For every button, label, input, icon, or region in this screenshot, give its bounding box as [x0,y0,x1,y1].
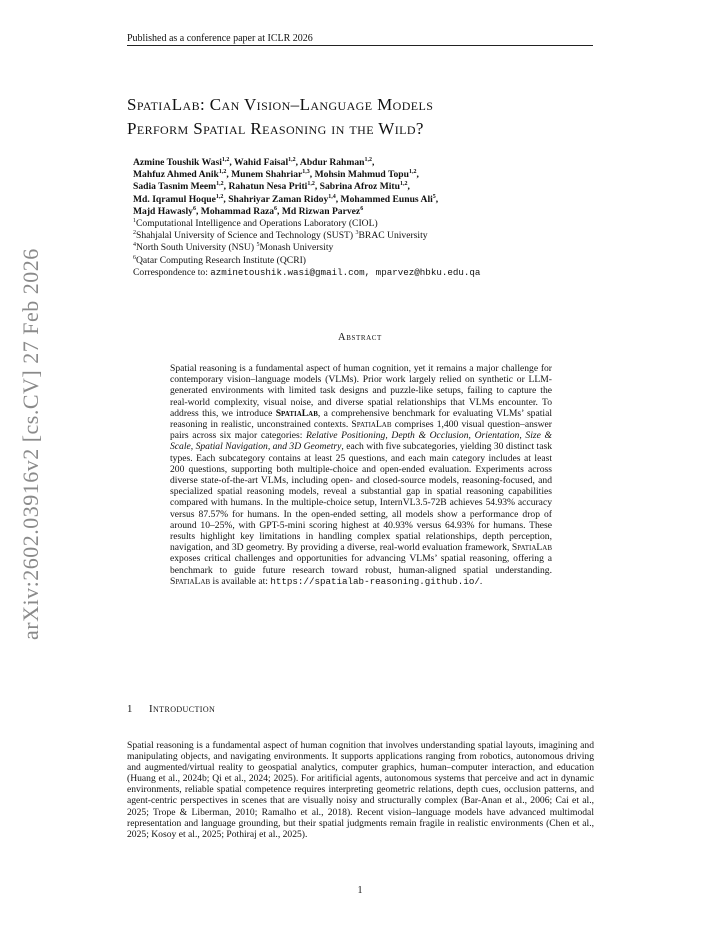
affiliation: $^2$Shahjalal University of Science and Technology (SUST) $^3$BRAC University [133,230,428,242]
author-row: Sadia Tasnim Meem$^{1,2}$, Rahatun Nesa Priti$^{1,2}$, Sabrina Afroz Mitu$^{1,2}$, [133,181,410,193]
introduction-paragraph: Spatial reasoning is a fundamental aspect of human cognition that involves understanding spatial layouts, imagining and manipulating objects, and navigating environments. It supports applications ranging from robotics, autonomous driving and augmented/virtual reality to geospatial analytics, computer graphics, human–computer interaction, and education (Huang et al., 2024b; Qi et al., 2024; 2025). For aritificial agents, autonomous systems that perceive and act in dynamic environments, reliable spatial competence requires interpreting geometric relations, depth cues, occlusion patterns, and agent-centric perspectives in scenes that are visually noisy and structurally complex (Bar-Anan et al., 2006; Cai et al., 2025; Trope & Liberman, 2010; Ramalho et al., 2018). Recent vision–language models have advanced multimodal representation and language grounding, but their spatial judgments remain fragile in realistic environments (Chen et al., 2025; Kosoy et al., 2025; Pothiraj et al., 2025). [127,740,594,840]
arxiv-identifier[interactable]: arXiv:2602.03916v2 [cs.CV] 27 Feb 2026 [18,248,43,640]
affiliation: $^4$North South University (NSU) $^5$Monash University [133,242,334,254]
author-row: Md. Iqramul Hoque$^{1,2}$, Shahriyar Zaman Ridoy$^{1,4}$, Mohammed Eunus Ali$^5$, [133,193,439,205]
title-line-1: SpatiaLab: Can Vision–Language Models [127,95,434,114]
correspondence-emails[interactable]: azminetoushik.wasi@gmail.com, mparvez@hbku.edu.qa [210,266,481,278]
affiliation: $^1$Computational Intelligence and Operations Laboratory (CIOL) [133,217,378,230]
abstract-body: Spatial reasoning is a fundamental aspect of human cognition, yet it remains a major challenge for contemporary vision–language models (VLMs). Prior work largely relied on synthetic or LLM-generated environments with limited task designs and puzzle-like setups, failing to capture the real-world complexity, visual noise, and diverse spatial relationships that VLMs encounter. To address this, we introduce SpatiaLab, a comprehensive benchmark for evaluating VLMs’ spatial reasoning in realistic, unconstrained contexts. SpatiaLab comprises 1,400 visual question–answer pairs across six major categories: Relative Positioning, Depth & Occlusion, Orientation, Size & Scale, Spatial Navigation, and 3D Geometry, each with five subcategories, yielding 30 distinct task types. Each subcategory contains at least 25 questions, and each main category includes at least 200 questions, supporting both multiple-choice and open-ended evaluation. Experiments across diverse state-of-the-art VLMs, including open- and closed-source models, reasoning-focused, and specialized spatial reasoning models, reveal a substantial gap in spatial reasoning capabilities compared with humans. In the multiple-choice setup, InternVL3.5-72B achieves 54.93% accuracy versus 87.57% for humans. In the open-ended setting, all models show a performance drop of around 10–25%, with GPT-5-mini scoring highest at 40.93% versus 64.93% for humans. These results highlight key limitations in handling complex spatial relationships, depth perception, navigation, and 3D geometry. By providing a diverse, real-world evaluation framework, SpatiaLab exposes critical challenges and opportunities for advancing VLMs’ spatial reasoning, offering a benchmark to guide future research toward robust, human-aligned spatial understanding. SpatiaLab is available at: https://spatialab-reasoning.github.io/. [170,363,552,587]
running-header: Published as a conference paper at ICLR 2026 [127,33,313,44]
category-list: Relative Positioning, Depth & Occlusion, Orientation, Size & Scale, Spatial Navigation, and 3D Geometry [170,430,552,453]
correspondence: Correspondence to: azminetoushik.wasi@gmail.com, mparvez@hbku.edu.qa [133,266,481,278]
project-url-link[interactable]: https://spatialab-reasoning.github.io/ [270,575,480,587]
affiliation: $^6$Qatar Computing Research Institute (QCRI) [133,254,306,266]
author-row: Mahfuz Ahmed Anik$^{1,2}$, Munem Shahriar$^{1,3}$, Mohsin Mahmud Topu$^{1,2}$, [133,169,419,181]
page-number: 1 [357,885,363,896]
section-number: 1 [127,703,133,715]
author-row: Azmine Toushik Wasi$^{1,2}$, Wahid Faisal$^{1,2}$, Abdur Rahman$^{1,2}$, [133,156,375,168]
header-rule [127,45,593,46]
abstract-heading: Abstract [338,332,382,343]
author-block [133,157,593,279]
section-heading [127,703,215,715]
title-line-2: Perform Spatial Reasoning in the Wild? [127,119,424,138]
author-row: Majd Hawasly$^6$, Mohammad Raza$^6$, Md Rizwan Parvez$^6$ [133,205,364,217]
paper-title [127,93,597,141]
section-title: Introduction [149,703,216,715]
